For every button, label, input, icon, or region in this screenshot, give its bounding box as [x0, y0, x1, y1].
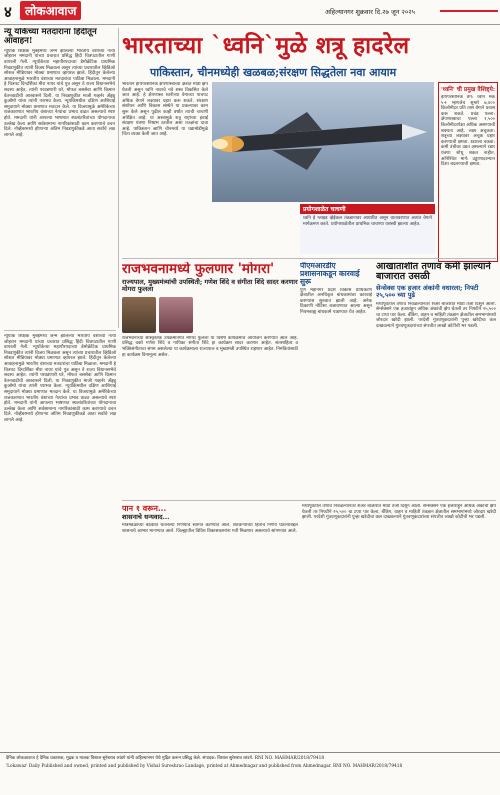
- right-bottom-column: [302, 504, 496, 748]
- rajbhavan-headline: राजभवनामध्ये फुलणार 'मोगरा': [122, 262, 275, 277]
- pmrda-headline: पीएमआरडीए प्रशासनाकडून कारवाई सुरू: [300, 262, 360, 286]
- market-headline: आखाताशीत तणाव कमी झाल्याने बाजारात उसळी: [376, 262, 491, 282]
- features-title: 'ध्वनि' ची प्रमुख वैशिष्ट्ये:: [441, 87, 495, 93]
- photo-sangita-shinde: [159, 297, 193, 333]
- page-number: ४: [4, 3, 12, 21]
- market-subheadline: सेन्सेक्स एक हजार अंकांनी वधारला; निफ्टी २५,५०० च्या पुढे: [376, 283, 479, 299]
- imprint-footer: [0, 752, 500, 795]
- missile-icon: [212, 82, 434, 202]
- pmrda-body: पुणे महानगर प्रदेश विकास प्राधिकरण क्षेत्रातील अनधिकृत बांधकामांवर कारवाई करण्यास सुरुवात झाली आहे. अनेक ठिकाणी नोटिसा बजावण्यात आल्या असून नियमबाह्य बांधकामे पाडण्यात येत आहेत.: [300, 287, 372, 315]
- main-story-body: भारताने हायपरसोनिक क्षेपणास्त्राच्या क्षेत्रात मोठी झेप घेतली असून ध्वनि नावाचे नवे शस्त्र विकसित केले जात आहे. हे क्षेपणास्त्र ध्वनीच्या वेगाच्या पाचपट अधिक वेगाने लक्ष्यावर प्रहार करू शकते. संरक्षण संशोधन आणि विकास संस्थेने या प्रकल्पावर काम सुरू केले असून पुढील काही वर्षांत त्याची चाचणी अपेक्षित आहे. या अस्त्रामुळे शत्रू राष्ट्रांच्या हवाई संरक्षण यंत्रणा निष्प्रभ ठरतील असा तज्ज्ञांचा दावा आहे. पाकिस्तान आणि चीनमध्ये या घडामोडीमुळे चिंता व्यक्त केली जात आहे.: [122, 82, 208, 138]
- missile-photo: [212, 82, 434, 202]
- bottom-divider: [122, 500, 496, 501]
- section-divider: [122, 258, 496, 259]
- left-divider: [4, 330, 116, 331]
- left-story: [4, 28, 115, 318]
- lab-test-body: ध्वनि हे ग्लाइड व्हेईकल तंत्रज्ञानावर आधारित असून वातावरणात अत्यंत वेगाने मार्गक्रमण करते. प्रयोगशाळेतील प्राथमिक चाचण्या यशस्वी झाल्या आहेत.: [303, 216, 432, 227]
- masthead-rule: [440, 10, 498, 12]
- masthead: [0, 0, 500, 25]
- lab-test-box: [300, 204, 435, 254]
- market-story: [376, 262, 496, 498]
- imprint-line-english: 'Lokawaz' Daily Published and owned, printed and published by Vishal Sureshrao Landage, printed at Ahmednagar and published from Ahmednagar. RNI NO. MAHMAR/2018/79418: [6, 763, 403, 769]
- features-body: हायपरसोनिक वेग: ध्वनि मॅक ५+ म्हणजेच सुमारे ७,४०० किलोमीटर प्रति तास वेगाने प्रवास करू शकते. प्रचंड पल्ला: क्षेपणास्त्राचा पल्ला १,५०० किलोमीटरपेक्षा अधिक असण्याची शक्यता आहे. लक्ष्य अचूकता: शत्रूच्या लक्ष्यावर अचूक प्रहार करण्याची क्षमता. रडारला चकवा: कमी उंचीवर उडत असल्याने रडार यंत्रणा शोधू शकत नाहीत. अनिश्चित मार्ग: उड्डाणादरम्यान दिशा बदलण्याची क्षमता.: [441, 95, 495, 168]
- left-lower-body: न्यूयॉर्क शिक्षक मुंबईमध्ये जन्म झालेल्या भारतीय वंशाच्या नेत्या जोहरान ममदानी यांच्या प्रचारात प्रसिद्ध हिंदी चित्रपटातील गाणी वापरली गेली. न्यूयॉर्कच्या महापौरपदाच्या डेमोक्रॅटिक प्राथमिक निवडणुकीत त्यांनी विजय मिळवला असून त्यांच्या प्रचारातील व्हिडिओ सोशल मीडियावर मोठ्या प्रमाणात व्हायरल झाले. हिंदीतून केलेल्या आवाहनामुळे भारतीय वंशाच्या मतदारांचा पाठिंबा मिळाला. ममदानी हे चित्रपट दिग्दर्शिका मीरा नायर यांचे पुत्र असून ते राज्य विधानसभेचे सदस्य आहेत. त्यांनी परवडणारी घरे, मोफत बससेवा आणि किमान वेतनवाढीची आश्वासने दिली. या निवडणुकीत माजी गव्हर्नर अँड्र्यू कुओमो यांचा त्यांनी पराभव केला. न्यूयॉर्कमधील दक्षिण आशियाई समुदायाने मोठ्या प्रमाणात मतदान केले. या विजयामुळे अमेरिकेच्या राजकारणात भारतीय वंशाच्या नेत्यांचा प्रभाव वाढत असल्याचे स्पष्ट होते. ममदानी यांनी आपल्या भाषणात स्थलांतरितांच्या योगदानाचा उल्लेख केला आणि सर्वसामान्य नागरिकांसाठी काम करण्याचे वचन दिले. नोव्हेंबरमध्ये होणाऱ्या अंतिम निवडणुकीकडे आता सर्वांचे लक्ष लागले आहे.: [4, 334, 116, 423]
- left-story-headline: न्यू यॉर्कच्या मतदारांना हिंदीतून आवाहन!: [4, 28, 97, 46]
- market-body: मध्यपूर्वेतील तणाव निवळल्यानंतर शेअर बाजारात मोठी तेजी दिसून आली. सेन्सेक्सने एक हजारांहून अधिक अंकांची झेप घेतली तर निफ्टीने २५,५०० चा टप्पा पार केला. बँकिंग, वाहन व माहिती तंत्रज्ञान क्षेत्रातील समभागांमध्ये जोरदार खरेदी झाली. परदेशी गुंतवणूकदारांनी पुन्हा खरेदीचा कल दाखवल्याने गुंतवणूकदारांच्या संपत्तीत लाखो कोटींची भर पडली.: [376, 301, 496, 329]
- left-lower-column: [4, 334, 116, 748]
- continued-story: [122, 504, 298, 748]
- photo-ganesh-shinde: [122, 297, 156, 333]
- features-box-content: [441, 85, 495, 259]
- continued-headline: पान १ वरून...: [122, 504, 167, 513]
- left-story-body: न्यूयॉर्क शिक्षक मुंबईमध्ये जन्म झालेल्या भारतीय वंशाच्या नेत्या जोहरान ममदानी यांच्या प्रचारात प्रसिद्ध हिंदी चित्रपटातील गाणी वापरली गेली. न्यूयॉर्कच्या महापौरपदाच्या डेमोक्रॅटिक प्राथमिक निवडणुकीत त्यांनी विजय मिळवला असून त्यांच्या प्रचारातील व्हिडिओ सोशल मीडियावर मोठ्या प्रमाणात व्हायरल झाले. हिंदीतून केलेल्या आवाहनामुळे भारतीय वंशाच्या मतदारांचा पाठिंबा मिळाला. ममदानी हे चित्रपट दिग्दर्शिका मीरा नायर यांचे पुत्र असून ते राज्य विधानसभेचे सदस्य आहेत. त्यांनी परवडणारी घरे, मोफत बससेवा आणि किमान वेतनवाढीची आश्वासने दिली. या निवडणुकीत माजी गव्हर्नर अँड्र्यू कुओमो यांचा त्यांनी पराभव केला. न्यूयॉर्कमधील दक्षिण आशियाई समुदायाने मोठ्या प्रमाणात मतदान केले. या विजयामुळे अमेरिकेच्या राजकारणात भारतीय वंशाच्या नेत्यांचा प्रभाव वाढत असल्याचे स्पष्ट होते. ममदानी यांनी आपल्या भाषणात स्थलांतरितांच्या योगदानाचा उल्लेख केला आणि सर्वसामान्य नागरिकांसाठी काम करण्याचे वचन दिले. नोव्हेंबरमध्ये होणाऱ्या अंतिम निवडणुकीकडे आता सर्वांचे लक्ष लागले आहे.: [4, 48, 115, 138]
- lab-test-title: प्रयोगशाळेत चाचणी: [300, 204, 435, 214]
- rajbhavan-body: राजभवनाच्या सांस्कृतिक उपक्रमांतर्गत मोगरा फुलला या विशेष कार्यक्रमाचे आयोजन करण्यात आले आहे. प्रसिद्ध वक्ते गणेश शिंदे व गायिका संगीता शिंदे हा कार्यक्रम सादर करणार आहेत. संतसाहित्य व भक्तिसंगीताचा संगम असलेल्या या कार्यक्रमाला राज्यपाल व मुख्यमंत्री उपस्थित राहणार आहेत. निमंत्रितांसाठी हा कार्यक्रम विनामूल्य असेल.: [122, 335, 298, 358]
- pmrda-story: [300, 262, 372, 372]
- right-bottom-body: मध्यपूर्वेतील तणाव निवळल्यानंतर शेअर बाजारात मोठी तेजी दिसून आली. सेन्सेक्सने एक हजारांहून अधिक अंकांची झेप घेतली तर निफ्टीने २५,५०० चा टप्पा पार केला. बँकिंग, वाहन व माहिती तंत्रज्ञान क्षेत्रातील समभागांमध्ये जोरदार खरेदी झाली. परदेशी गुंतवणूकदारांनी पुन्हा खरेदीचा कल दाखवल्याने गुंतवणूकदारांच्या संपत्तीत लाखो कोटींची भर पडली.: [302, 504, 496, 521]
- main-subheadline: पाकिस्तान, चीनमध्येही खळबळ;संरक्षण सिद्धतेला नवा आयाम: [150, 66, 397, 79]
- rajbhavan-story: [122, 262, 298, 498]
- date-line: अहिल्यानगर शुक्रवार दि.२७ जून २०२५: [325, 8, 415, 16]
- continued-body: मंत्रिमंडळाच्या बैठकीत घेतलेल्या निर्णयांचे स्वागत करण्यात आले. शेतकऱ्यांच्या हिताचे निर्णय घेतल्याबद्दल शासनाचे आभार मानण्यात आले. जिल्ह्यातील विविध विकासकामांना गती मिळणार असल्याचे सांगण्यात आले.: [122, 523, 298, 534]
- continued-sub: शासनाचे धन्यवाद...: [122, 513, 170, 522]
- rajbhavan-dateline: राज्यपाल, मुख्यमंत्र्यांची उपस्थिती; गणेश शिंदे व संगीता शिंदे सादर करणार मोगरा फुलला: [122, 278, 298, 293]
- imprint-line-marathi: दैनिक लोकआवाज हे दैनिक प्रकाशक, मुद्रक व मालक विशाल सुरेशराव लांडगे यांनी अहिल्यानगर येथे मुद्रित करून प्रसिद्ध केले. संपादक: विशाल सुरेशराव लांडगे. RNI NO. MAHMAR/2018/79418: [6, 756, 325, 761]
- column-divider: [118, 28, 119, 328]
- main-headline: भारताच्या `ध्वनि`मुळे शत्रू हादरेल: [122, 32, 410, 59]
- newspaper-logo: लोकआवाज: [20, 1, 81, 20]
